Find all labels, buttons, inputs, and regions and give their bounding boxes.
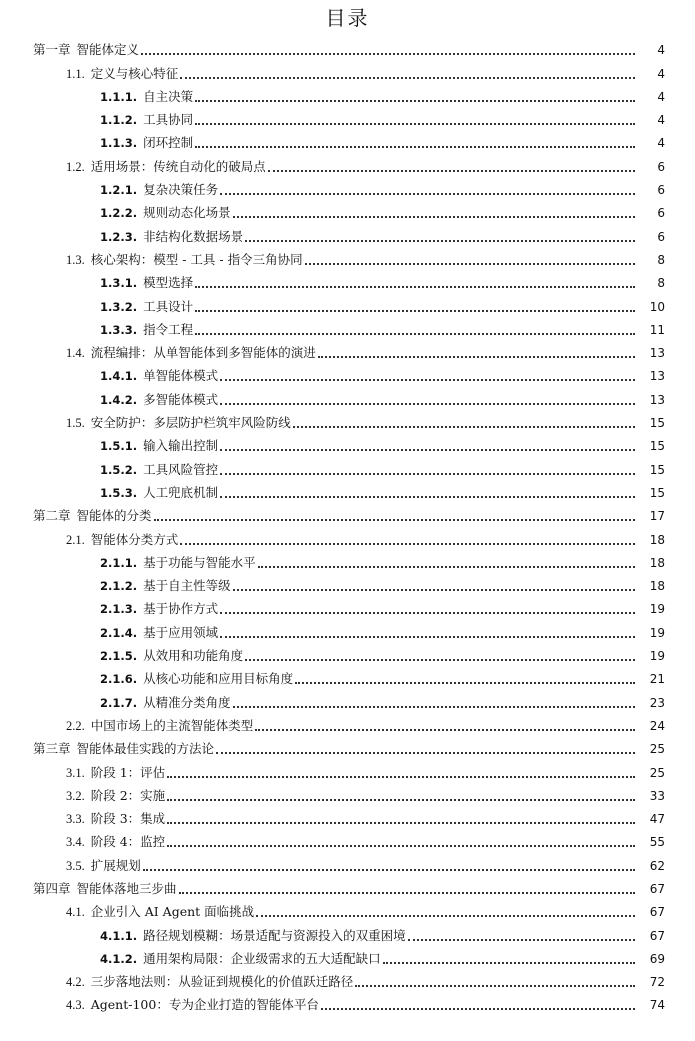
toc-entry-number: 1.3.2. (100, 299, 138, 314)
toc-entry[interactable] (0, 151, 695, 174)
dot-leader (295, 670, 635, 684)
toc-entry-page: 33 (649, 788, 665, 803)
toc-entry-page: 24 (649, 718, 665, 733)
toc-entry-page: 19 (649, 602, 665, 617)
toc-entry[interactable] (0, 431, 695, 454)
toc-entry-page: 19 (649, 625, 665, 640)
dot-leader (220, 484, 635, 498)
toc-entry-number: 1.1.3. (100, 136, 138, 151)
dot-leader (141, 41, 635, 55)
dot-leader (268, 158, 635, 172)
toc-entry-page: 67 (649, 881, 665, 896)
toc-entry[interactable] (0, 990, 695, 1013)
dot-leader (143, 857, 635, 871)
toc-entry-page: 18 (649, 555, 665, 570)
toc-entry[interactable] (0, 548, 695, 571)
toc-entry-number: 2.1.6. (100, 672, 138, 687)
toc-entry-title: 基于自主性等级 (143, 578, 231, 594)
toc-entry-title: Agent-100：专为企业打造的智能体平台 (90, 997, 319, 1013)
toc-entry-page: 25 (649, 742, 665, 757)
table-of-contents (0, 35, 695, 1013)
toc-entry[interactable] (0, 408, 695, 431)
toc-entry-page: 67 (649, 905, 665, 920)
toc-entry-number: 1.4.2. (100, 392, 138, 407)
toc-entry-title: 从精准分类角度 (143, 694, 231, 710)
dot-leader (321, 996, 635, 1010)
toc-entry-title: 通用架构局限：企业级需求的五大适配缺口 (143, 950, 381, 966)
dot-leader (258, 554, 635, 568)
toc-entry-title: 人工兜底机制 (143, 484, 219, 500)
dot-leader (220, 600, 635, 614)
toc-entry[interactable] (0, 757, 695, 780)
toc-entry-title: 工具设计 (143, 298, 194, 314)
dot-leader (220, 624, 635, 638)
toc-entry-number: 1.4. (66, 346, 85, 361)
toc-entry-page: 69 (649, 951, 665, 966)
toc-entry-page: 17 (649, 509, 665, 524)
toc-entry-title: 适用场景：传统自动化的破局点 (90, 158, 266, 174)
toc-entry-page: 13 (649, 346, 665, 361)
toc-entry-page: 74 (649, 998, 665, 1013)
toc-entry-page: 13 (649, 369, 665, 384)
dot-leader (408, 927, 635, 941)
toc-entry-number: 1.1.1. (100, 89, 138, 104)
toc-entry-title: 规则动态化场景 (143, 205, 231, 221)
toc-entry-number: 2.1.2. (100, 579, 138, 594)
toc-entry[interactable] (0, 245, 695, 268)
dot-leader (233, 204, 635, 218)
toc-entry[interactable] (0, 804, 695, 827)
dot-leader (167, 810, 635, 824)
toc-entry-title: 定义与核心特征 (90, 65, 179, 81)
dot-leader (220, 437, 635, 451)
toc-entry-title: 基于应用领域 (143, 624, 219, 640)
toc-entry[interactable] (0, 711, 695, 734)
toc-entry[interactable] (0, 361, 695, 384)
toc-entry-number: 4.1.2. (100, 951, 138, 966)
toc-entry[interactable] (0, 571, 695, 594)
toc-entry-number: 2.1.3. (100, 602, 138, 617)
toc-entry-number: 2.1.4. (100, 625, 138, 640)
toc-entry-page: 11 (649, 322, 665, 337)
toc-entry-title: 流程编排：从单智能体到多智能体的演进 (90, 345, 316, 361)
toc-entry-number: 1.2.3. (100, 229, 138, 244)
toc-entry-page: 8 (657, 252, 665, 267)
toc-entry-number: 2.1. (66, 532, 85, 547)
toc-entry-number: 3.2. (66, 788, 85, 803)
toc-entry-page: 55 (649, 835, 665, 850)
toc-entry-number: 3.4. (66, 835, 85, 850)
toc-entry-number: 2.1.1. (100, 555, 138, 570)
toc-entry-page: 23 (649, 695, 665, 710)
toc-entry[interactable] (0, 291, 695, 314)
dot-leader (167, 833, 635, 847)
dot-leader (195, 88, 635, 102)
toc-entry[interactable] (0, 781, 695, 804)
toc-entry-title: 扩展规划 (90, 857, 141, 873)
toc-entry-number: 2.1.7. (100, 695, 138, 710)
dot-leader (318, 344, 635, 358)
toc-entry[interactable] (0, 524, 695, 547)
toc-entry[interactable] (0, 617, 695, 640)
toc-entry[interactable] (0, 384, 695, 407)
toc-entry[interactable] (0, 268, 695, 291)
toc-entry-title: 安全防护：多层防护栏筑牢风险防线 (90, 415, 291, 431)
toc-entry-number: 1.1. (66, 66, 85, 81)
toc-entry-number: 第一章 (33, 42, 71, 58)
toc-entry-title: 模型选择 (143, 275, 194, 291)
toc-entry-number: 1.2.2. (100, 206, 138, 221)
toc-entry-title: 智能体定义 (76, 42, 140, 58)
toc-entry-title: 阶段 4：监控 (90, 834, 166, 850)
toc-entry-number: 1.5. (66, 416, 85, 431)
toc-entry[interactable] (0, 920, 695, 943)
toc-entry[interactable] (0, 827, 695, 850)
toc-entry[interactable] (0, 944, 695, 967)
toc-entry-page: 15 (649, 485, 665, 500)
toc-entry-title: 路径规划模糊：场景适配与资源投入的双重困境 (143, 927, 406, 943)
toc-entry-title: 自主决策 (143, 88, 194, 104)
toc-entry[interactable] (0, 897, 695, 920)
toc-entry-number: 3.5. (66, 858, 85, 873)
toc-entry[interactable] (0, 454, 695, 477)
toc-entry-number: 1.3. (66, 252, 85, 267)
toc-entry[interactable] (0, 175, 695, 198)
toc-entry-title: 指令工程 (143, 321, 194, 337)
toc-entry-number: 1.3.3. (100, 322, 138, 337)
toc-entry-number: 4.1.1. (100, 928, 138, 943)
toc-entry-title: 智能体的分类 (76, 508, 152, 524)
toc-entry-title: 中国市场上的主流智能体类型 (90, 717, 254, 733)
toc-entry-title: 输入输出控制 (143, 438, 219, 454)
toc-entry-number: 4.3. (66, 998, 85, 1013)
toc-entry-page: 4 (657, 113, 665, 128)
toc-entry[interactable] (0, 874, 695, 897)
toc-entry-number: 1.3.1. (100, 276, 138, 291)
toc-entry[interactable] (0, 338, 695, 361)
toc-entry-title: 基于协作方式 (143, 601, 219, 617)
dot-leader (355, 973, 635, 987)
dot-leader (383, 950, 635, 964)
toc-entry-title: 闭环控制 (143, 135, 194, 151)
toc-entry[interactable] (0, 967, 695, 990)
toc-entry[interactable] (0, 35, 695, 58)
toc-entry[interactable] (0, 58, 695, 81)
toc-entry-page: 4 (657, 66, 665, 81)
toc-entry[interactable] (0, 198, 695, 221)
toc-entry-title: 阶段 1：评估 (90, 764, 166, 780)
dot-leader (255, 717, 635, 731)
toc-entry-page: 6 (657, 206, 665, 221)
toc-entry-number: 1.5.1. (100, 439, 138, 454)
toc-entry-page: 47 (649, 812, 665, 827)
toc-entry[interactable] (0, 664, 695, 687)
toc-entry-number: 第三章 (33, 741, 71, 757)
toc-entry[interactable] (0, 105, 695, 128)
dot-leader (220, 391, 635, 405)
toc-entry[interactable] (0, 850, 695, 873)
toc-entry-number: 1.5.3. (100, 485, 138, 500)
toc-entry-page: 18 (649, 579, 665, 594)
toc-entry-page: 18 (649, 532, 665, 547)
dot-leader (180, 531, 635, 545)
dot-leader (180, 65, 635, 79)
dot-leader (256, 903, 635, 917)
toc-entry-number: 1.5.2. (100, 462, 138, 477)
toc-entry-page: 6 (657, 229, 665, 244)
toc-entry[interactable] (0, 641, 695, 664)
dot-leader (195, 111, 635, 125)
toc-entry-page: 4 (657, 89, 665, 104)
toc-entry-page: 10 (649, 299, 665, 314)
toc-entry-page: 6 (657, 183, 665, 198)
dot-leader (220, 181, 635, 195)
toc-entry-page: 72 (649, 975, 665, 990)
dot-leader (245, 228, 635, 242)
toc-entry[interactable] (0, 221, 695, 244)
toc-entry[interactable] (0, 315, 695, 338)
toc-entry-number: 1.2.1. (100, 183, 138, 198)
toc-entry[interactable] (0, 501, 695, 524)
toc-entry-title: 复杂决策任务 (143, 182, 219, 198)
toc-entry-number: 4.2. (66, 975, 85, 990)
toc-entry[interactable] (0, 594, 695, 617)
toc-entry-page: 21 (649, 672, 665, 687)
toc-entry-title: 工具风险管控 (143, 461, 219, 477)
toc-entry-number: 2.1.5. (100, 649, 138, 664)
toc-entry-number: 第四章 (33, 880, 71, 896)
toc-entry-title: 智能体落地三步曲 (76, 880, 177, 896)
toc-entry-title: 基于功能与智能水平 (143, 554, 256, 570)
toc-entry-number: 2.2. (66, 718, 85, 733)
toc-entry-number: 3.3. (66, 812, 85, 827)
toc-entry-number: 4.1. (66, 905, 85, 920)
toc-entry-number: 1.1.2. (100, 113, 138, 128)
toc-entry-page: 25 (649, 765, 665, 780)
toc-entry-title: 智能体最佳实践的方法论 (76, 741, 215, 757)
dot-leader (167, 764, 635, 778)
dot-leader (220, 367, 635, 381)
toc-entry-page: 67 (649, 928, 665, 943)
toc-entry-number: 3.1. (66, 765, 85, 780)
toc-entry-page: 8 (657, 276, 665, 291)
dot-leader (233, 694, 635, 708)
dot-leader (305, 251, 635, 265)
toc-entry-page: 15 (649, 416, 665, 431)
toc-entry-title: 从核心功能和应用目标角度 (143, 671, 294, 687)
toc-entry-number: 第二章 (33, 508, 71, 524)
toc-entry-number: 1.2. (66, 159, 85, 174)
toc-entry-page: 15 (649, 439, 665, 454)
toc-entry-title: 阶段 3：集成 (90, 811, 166, 827)
toc-entry[interactable] (0, 734, 695, 757)
dot-leader (154, 507, 635, 521)
dot-leader (293, 414, 635, 428)
dot-leader (216, 740, 635, 754)
toc-entry-page: 62 (649, 858, 665, 873)
dot-leader (195, 274, 635, 288)
toc-entry-page: 4 (657, 43, 665, 58)
toc-entry[interactable] (0, 687, 695, 710)
toc-entry-title: 单智能体模式 (143, 368, 219, 384)
toc-entry-title: 多智能体模式 (143, 391, 219, 407)
toc-entry-title: 阶段 2：实施 (90, 787, 166, 803)
toc-entry-page: 13 (649, 392, 665, 407)
toc-entry-page: 19 (649, 649, 665, 664)
toc-entry-title: 工具协同 (143, 112, 194, 128)
toc-entry-title: 从效用和功能角度 (143, 648, 244, 664)
dot-leader (195, 298, 635, 312)
dot-leader (233, 577, 635, 591)
toc-entry-title: 企业引入 AI Agent 面临挑战 (90, 904, 255, 920)
toc-entry[interactable] (0, 478, 695, 501)
dot-leader (179, 880, 635, 894)
page-title: 目录 (325, 6, 370, 30)
dot-leader (167, 787, 635, 801)
toc-entry-page: 6 (657, 159, 665, 174)
toc-entry-title: 三步落地法则：从验证到规模化的价值跃迁路径 (90, 974, 354, 990)
toc-entry-title: 智能体分类方式 (90, 531, 179, 547)
toc-entry-number: 1.4.1. (100, 369, 138, 384)
toc-entry-page: 4 (657, 136, 665, 151)
dot-leader (195, 321, 635, 335)
toc-entry[interactable] (0, 82, 695, 105)
toc-entry-title: 核心架构：模型 - 工具 - 指令三角协同 (90, 251, 303, 267)
dot-leader (220, 461, 635, 475)
toc-entry-page: 15 (649, 462, 665, 477)
toc-entry[interactable] (0, 128, 695, 151)
toc-entry-title: 非结构化数据场景 (143, 228, 244, 244)
dot-leader (245, 647, 635, 661)
dot-leader (195, 134, 635, 148)
